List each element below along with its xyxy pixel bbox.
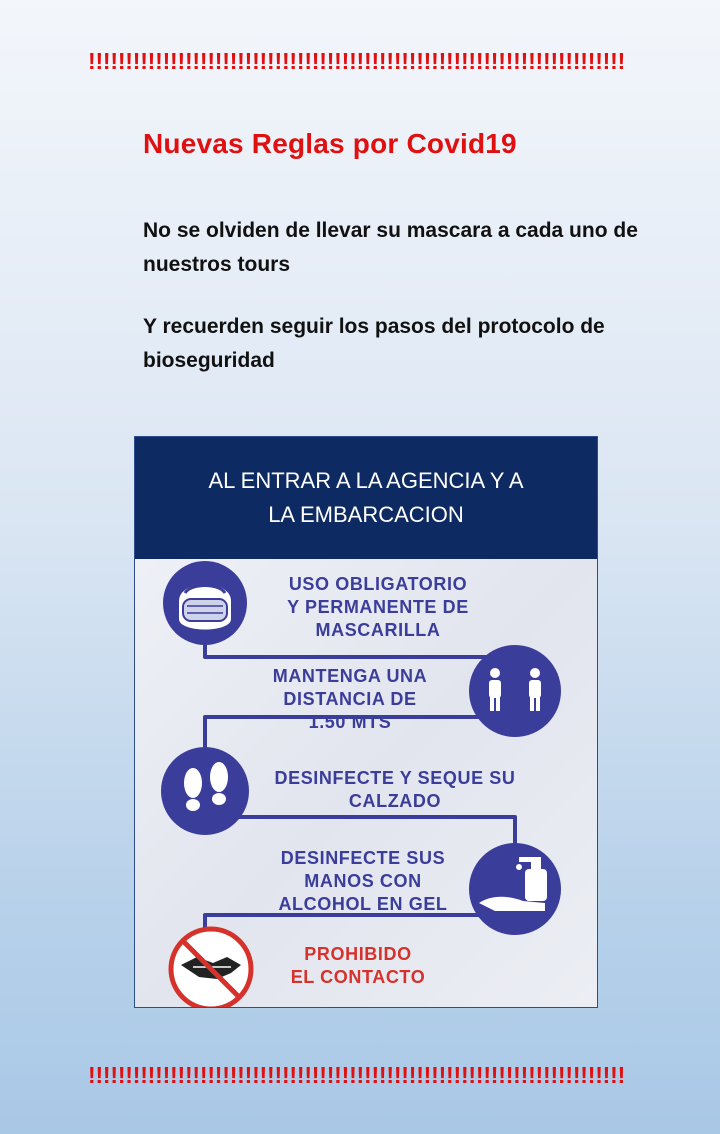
exclamation-banner-bottom: !!!!!!!!!!!!!!!!!!!!!!!!!!!!!!!!!!!!!!!!!!!!!!!!!!!!!!!!!!!!!!!!!!!!!!!! xyxy=(88,1062,626,1088)
protocol-reminder-text: Y recuerden seguir los pasos del protocolo de bioseguridad xyxy=(143,315,605,372)
face-mask-icon xyxy=(163,561,247,645)
step-hands-text: DESINFECTE SUS MANOS CON ALCOHOL EN GEL xyxy=(278,848,448,914)
poster-header-text: AL ENTRAR A LA AGENCIA Y A LA EMBARCACION xyxy=(208,468,524,527)
footprints-icon xyxy=(161,747,249,835)
people-distance-icon xyxy=(469,645,561,737)
poster-body xyxy=(135,559,597,1007)
biosecurity-poster xyxy=(134,436,598,1008)
step-mask-text: USO OBLIGATORIO Y PERMANENTE DE MASCARILLA xyxy=(287,574,469,640)
step-footwear-text: DESINFECTE Y SEQUE SU CALZADO xyxy=(274,768,516,811)
mask-reminder-text: No se olviden de llevar su mascara a cada uno de nuestros tours xyxy=(143,219,638,276)
page-title: Nuevas Reglas por Covid19 xyxy=(143,128,517,159)
poster-header xyxy=(135,437,597,559)
exclamation-banner-top: !!!!!!!!!!!!!!!!!!!!!!!!!!!!!!!!!!!!!!!!!!!!!!!!!!!!!!!!!!!!!!!!!!!!!!!! xyxy=(88,48,626,74)
step-distance-text: MANTENGA UNA DISTANCIA DE 1.50 MTS xyxy=(272,666,428,732)
step-no-contact-text: PROHIBIDO EL CONTACTO xyxy=(290,944,426,987)
no-handshake-icon xyxy=(171,929,251,1007)
